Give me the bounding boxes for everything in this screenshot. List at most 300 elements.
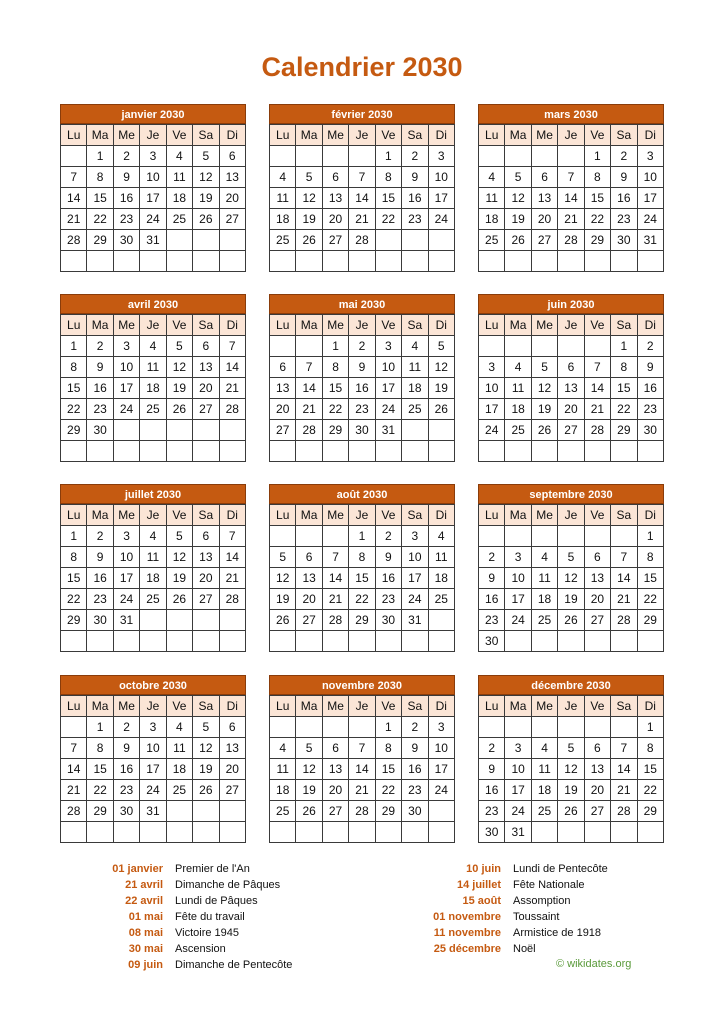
day-cell: 12 [296, 188, 322, 209]
weekday-label: Sa [611, 125, 637, 146]
day-cell: 6 [193, 336, 219, 357]
day-cell [113, 441, 139, 462]
day-cell [349, 251, 375, 272]
day-cell: 2 [349, 336, 375, 357]
weekday-label: Di [637, 505, 663, 526]
day-cell [402, 822, 428, 843]
day-cell: 25 [402, 399, 428, 420]
day-cell: 27 [558, 420, 584, 441]
day-cell: 3 [140, 717, 166, 738]
day-cell: 27 [270, 420, 296, 441]
day-cell: 11 [428, 547, 454, 568]
weekday-label: Ve [584, 696, 610, 717]
week-row [479, 738, 664, 759]
weekday-label: Di [219, 315, 245, 336]
holiday-date: 01 novembre [433, 911, 501, 923]
day-cell [479, 146, 505, 167]
day-cell [296, 441, 322, 462]
day-cell: 3 [402, 526, 428, 547]
day-cell: 26 [193, 780, 219, 801]
month-table [478, 504, 664, 652]
day-cell: 8 [584, 167, 610, 188]
day-cell [349, 146, 375, 167]
weekday-label: Me [322, 315, 348, 336]
day-cell: 15 [375, 759, 401, 780]
week-row [61, 610, 246, 631]
day-cell: 5 [270, 547, 296, 568]
weekday-label: Me [531, 125, 557, 146]
weekday-label: Ma [87, 505, 113, 526]
day-cell [166, 801, 192, 822]
day-cell [193, 822, 219, 843]
day-cell [322, 526, 348, 547]
week-row [479, 420, 664, 441]
day-cell: 18 [270, 780, 296, 801]
day-cell [219, 801, 245, 822]
day-cell: 20 [558, 399, 584, 420]
week-row [270, 399, 455, 420]
day-cell: 26 [428, 399, 454, 420]
day-cell: 30 [479, 822, 505, 843]
day-cell: 3 [505, 738, 531, 759]
day-cell: 13 [296, 568, 322, 589]
day-cell: 24 [505, 801, 531, 822]
day-cell: 4 [270, 738, 296, 759]
day-cell [479, 336, 505, 357]
day-cell [140, 251, 166, 272]
week-row [479, 717, 664, 738]
day-cell: 25 [479, 230, 505, 251]
holiday-item [63, 925, 292, 941]
day-cell: 14 [61, 188, 87, 209]
day-cell [558, 822, 584, 843]
day-cell: 22 [375, 209, 401, 230]
day-cell [193, 230, 219, 251]
day-cell: 12 [428, 357, 454, 378]
week-row [479, 610, 664, 631]
weekday-label: Ma [87, 315, 113, 336]
day-cell: 4 [505, 357, 531, 378]
day-cell: 17 [140, 188, 166, 209]
week-row [61, 420, 246, 441]
day-cell: 1 [584, 146, 610, 167]
day-cell [140, 631, 166, 652]
day-cell [270, 336, 296, 357]
weekday-label: Ve [375, 315, 401, 336]
day-cell: 29 [637, 801, 663, 822]
day-cell [193, 420, 219, 441]
day-cell [296, 822, 322, 843]
day-cell: 10 [505, 759, 531, 780]
weekday-label: Ma [296, 505, 322, 526]
weekday-label: Lu [61, 125, 87, 146]
day-cell: 28 [558, 230, 584, 251]
day-cell [193, 441, 219, 462]
day-cell: 23 [637, 399, 663, 420]
month-table [478, 124, 664, 272]
day-cell [166, 822, 192, 843]
day-cell: 14 [349, 188, 375, 209]
week-row [61, 822, 246, 843]
week-row [479, 589, 664, 610]
day-cell [584, 631, 610, 652]
day-cell: 30 [113, 801, 139, 822]
holiday-name: Fête Nationale [513, 879, 585, 891]
day-cell: 6 [531, 167, 557, 188]
month-table [269, 314, 455, 462]
day-cell: 6 [219, 146, 245, 167]
day-cell: 24 [428, 209, 454, 230]
day-cell: 25 [428, 589, 454, 610]
day-cell: 25 [140, 589, 166, 610]
day-cell [140, 822, 166, 843]
day-cell: 5 [505, 167, 531, 188]
weekday-label: Sa [193, 315, 219, 336]
week-row [479, 631, 664, 652]
month-title: octobre 2030 [60, 675, 246, 695]
week-row [270, 547, 455, 568]
day-cell: 10 [428, 167, 454, 188]
day-cell: 5 [558, 547, 584, 568]
day-cell [375, 251, 401, 272]
weekday-label: Je [140, 696, 166, 717]
weekday-header-row [61, 125, 246, 146]
day-cell: 28 [61, 230, 87, 251]
week-row [270, 589, 455, 610]
day-cell: 6 [193, 526, 219, 547]
day-cell [402, 251, 428, 272]
day-cell: 20 [584, 780, 610, 801]
week-row [61, 801, 246, 822]
day-cell: 10 [637, 167, 663, 188]
day-cell: 3 [479, 357, 505, 378]
day-cell: 2 [87, 336, 113, 357]
day-cell: 29 [375, 801, 401, 822]
day-cell [584, 822, 610, 843]
day-cell: 18 [270, 209, 296, 230]
month-block [269, 484, 455, 652]
month-block [478, 484, 664, 652]
day-cell [611, 631, 637, 652]
day-cell: 13 [558, 378, 584, 399]
month-block [60, 294, 246, 462]
weekday-label: Me [113, 696, 139, 717]
day-cell: 24 [113, 399, 139, 420]
day-cell: 31 [402, 610, 428, 631]
holiday-date: 08 mai [128, 927, 163, 939]
day-cell: 3 [637, 146, 663, 167]
week-row [61, 717, 246, 738]
day-cell: 28 [219, 589, 245, 610]
day-cell: 21 [219, 568, 245, 589]
day-cell: 19 [166, 378, 192, 399]
day-cell [87, 251, 113, 272]
day-cell [375, 631, 401, 652]
day-cell [505, 251, 531, 272]
day-cell: 9 [113, 738, 139, 759]
day-cell: 12 [505, 188, 531, 209]
holiday-date: 09 juin [128, 959, 163, 971]
day-cell: 5 [193, 717, 219, 738]
month-table [478, 695, 664, 843]
day-cell: 20 [219, 188, 245, 209]
weekday-label: Ve [584, 505, 610, 526]
week-row [61, 188, 246, 209]
week-row [479, 780, 664, 801]
day-cell: 1 [61, 526, 87, 547]
month-block [60, 104, 246, 272]
day-cell: 2 [479, 738, 505, 759]
weekday-label: Ma [296, 125, 322, 146]
day-cell [531, 526, 557, 547]
day-cell: 26 [166, 589, 192, 610]
day-cell: 2 [113, 717, 139, 738]
day-cell: 30 [349, 420, 375, 441]
weekday-label: Me [531, 696, 557, 717]
day-cell: 29 [87, 230, 113, 251]
day-cell: 15 [349, 568, 375, 589]
day-cell: 17 [402, 568, 428, 589]
day-cell [166, 251, 192, 272]
day-cell: 4 [531, 547, 557, 568]
day-cell: 10 [505, 568, 531, 589]
weekday-header-row [270, 696, 455, 717]
weekday-header-row [479, 696, 664, 717]
day-cell: 18 [166, 759, 192, 780]
day-cell: 28 [584, 420, 610, 441]
holiday-date: 01 mai [128, 911, 163, 923]
day-cell: 10 [479, 378, 505, 399]
day-cell: 2 [637, 336, 663, 357]
day-cell: 11 [505, 378, 531, 399]
day-cell [166, 420, 192, 441]
day-cell: 11 [531, 759, 557, 780]
day-cell [479, 717, 505, 738]
weekday-label: Ma [505, 505, 531, 526]
day-cell: 23 [479, 610, 505, 631]
day-cell: 13 [322, 759, 348, 780]
day-cell [558, 526, 584, 547]
day-cell [375, 822, 401, 843]
month-block [478, 104, 664, 272]
day-cell: 6 [270, 357, 296, 378]
day-cell: 21 [611, 589, 637, 610]
week-row [270, 610, 455, 631]
day-cell: 20 [584, 589, 610, 610]
day-cell [637, 251, 663, 272]
day-cell: 24 [113, 589, 139, 610]
weekday-label: Di [428, 505, 454, 526]
day-cell: 29 [87, 801, 113, 822]
day-cell: 11 [140, 357, 166, 378]
day-cell: 23 [113, 209, 139, 230]
credit-text: © wikidates.org [556, 958, 632, 970]
day-cell: 5 [558, 738, 584, 759]
day-cell: 7 [611, 738, 637, 759]
day-cell [531, 631, 557, 652]
day-cell [637, 822, 663, 843]
weekday-label: Je [558, 125, 584, 146]
day-cell: 22 [87, 209, 113, 230]
week-row [479, 378, 664, 399]
day-cell [479, 251, 505, 272]
day-cell: 11 [140, 547, 166, 568]
day-cell: 19 [531, 399, 557, 420]
day-cell: 17 [505, 589, 531, 610]
day-cell: 13 [322, 188, 348, 209]
day-cell: 28 [61, 801, 87, 822]
day-cell: 30 [87, 420, 113, 441]
day-cell: 9 [611, 167, 637, 188]
weekday-label: Lu [270, 125, 296, 146]
day-cell [531, 717, 557, 738]
day-cell: 21 [322, 589, 348, 610]
day-cell: 11 [402, 357, 428, 378]
holiday-item [63, 861, 292, 877]
day-cell: 24 [479, 420, 505, 441]
day-cell: 21 [584, 399, 610, 420]
weekday-label: Lu [270, 315, 296, 336]
day-cell: 19 [166, 568, 192, 589]
weekday-label: Lu [61, 696, 87, 717]
day-cell: 24 [637, 209, 663, 230]
week-row [479, 167, 664, 188]
day-cell: 1 [322, 336, 348, 357]
day-cell: 21 [558, 209, 584, 230]
day-cell: 7 [219, 526, 245, 547]
day-cell: 2 [402, 717, 428, 738]
weekday-label: Di [219, 505, 245, 526]
day-cell: 12 [270, 568, 296, 589]
day-cell: 10 [402, 547, 428, 568]
day-cell: 28 [349, 230, 375, 251]
week-row [479, 568, 664, 589]
weekday-label: Ma [87, 696, 113, 717]
day-cell: 7 [322, 547, 348, 568]
day-cell: 9 [375, 547, 401, 568]
day-cell: 31 [113, 610, 139, 631]
week-row [61, 759, 246, 780]
day-cell: 21 [349, 209, 375, 230]
month-table [269, 504, 455, 652]
week-row [270, 357, 455, 378]
day-cell: 19 [193, 188, 219, 209]
day-cell [584, 526, 610, 547]
day-cell: 5 [296, 738, 322, 759]
day-cell: 3 [428, 146, 454, 167]
day-cell: 17 [140, 759, 166, 780]
weekday-label: Sa [193, 125, 219, 146]
day-cell: 19 [428, 378, 454, 399]
month-title: août 2030 [269, 484, 455, 504]
weekday-label: Lu [61, 505, 87, 526]
week-row [61, 357, 246, 378]
week-row [270, 209, 455, 230]
weekday-label: Lu [479, 505, 505, 526]
weekday-header-row [479, 315, 664, 336]
day-cell: 25 [270, 230, 296, 251]
weekday-label: Ma [505, 125, 531, 146]
day-cell: 27 [322, 230, 348, 251]
holiday-item [400, 909, 608, 925]
holiday-name: Lundi de Pâques [175, 895, 258, 907]
day-cell: 20 [193, 568, 219, 589]
week-row [61, 230, 246, 251]
day-cell [296, 717, 322, 738]
day-cell: 3 [140, 146, 166, 167]
week-row [270, 378, 455, 399]
week-row [479, 251, 664, 272]
day-cell: 13 [193, 357, 219, 378]
weekday-label: Lu [270, 505, 296, 526]
day-cell: 22 [61, 589, 87, 610]
weekday-label: Ve [375, 696, 401, 717]
day-cell: 23 [402, 780, 428, 801]
day-cell: 25 [531, 801, 557, 822]
day-cell [296, 146, 322, 167]
day-cell: 9 [479, 568, 505, 589]
day-cell: 24 [428, 780, 454, 801]
page-title: Calendrier 2030 [261, 52, 463, 82]
weekday-label: Lu [270, 696, 296, 717]
day-cell: 17 [375, 378, 401, 399]
day-cell: 26 [270, 610, 296, 631]
month-table [269, 695, 455, 843]
holiday-date: 15 août [462, 895, 501, 907]
day-cell [637, 441, 663, 462]
day-cell: 7 [349, 738, 375, 759]
day-cell: 3 [505, 547, 531, 568]
day-cell [505, 717, 531, 738]
day-cell: 29 [637, 610, 663, 631]
day-cell: 15 [375, 188, 401, 209]
day-cell: 7 [558, 167, 584, 188]
weekday-label: Di [428, 315, 454, 336]
day-cell: 31 [140, 801, 166, 822]
holiday-name: Armistice de 1918 [513, 927, 602, 939]
day-cell [219, 251, 245, 272]
week-row [61, 251, 246, 272]
day-cell: 25 [166, 209, 192, 230]
week-row [270, 780, 455, 801]
day-cell: 14 [61, 759, 87, 780]
week-row [479, 336, 664, 357]
weekday-label: Sa [402, 505, 428, 526]
day-cell: 12 [193, 738, 219, 759]
day-cell [166, 610, 192, 631]
day-cell: 7 [611, 547, 637, 568]
day-cell [219, 822, 245, 843]
day-cell: 17 [428, 188, 454, 209]
week-row [270, 420, 455, 441]
day-cell: 21 [61, 780, 87, 801]
day-cell: 27 [584, 801, 610, 822]
day-cell: 5 [428, 336, 454, 357]
day-cell: 19 [270, 589, 296, 610]
day-cell [428, 420, 454, 441]
day-cell [584, 441, 610, 462]
day-cell: 20 [219, 759, 245, 780]
weekday-label: Je [558, 505, 584, 526]
day-cell: 12 [558, 759, 584, 780]
day-cell: 12 [296, 759, 322, 780]
weekday-label: Sa [402, 125, 428, 146]
week-row [61, 209, 246, 230]
week-row [479, 230, 664, 251]
day-cell: 22 [637, 780, 663, 801]
day-cell: 15 [637, 568, 663, 589]
day-cell: 17 [505, 780, 531, 801]
